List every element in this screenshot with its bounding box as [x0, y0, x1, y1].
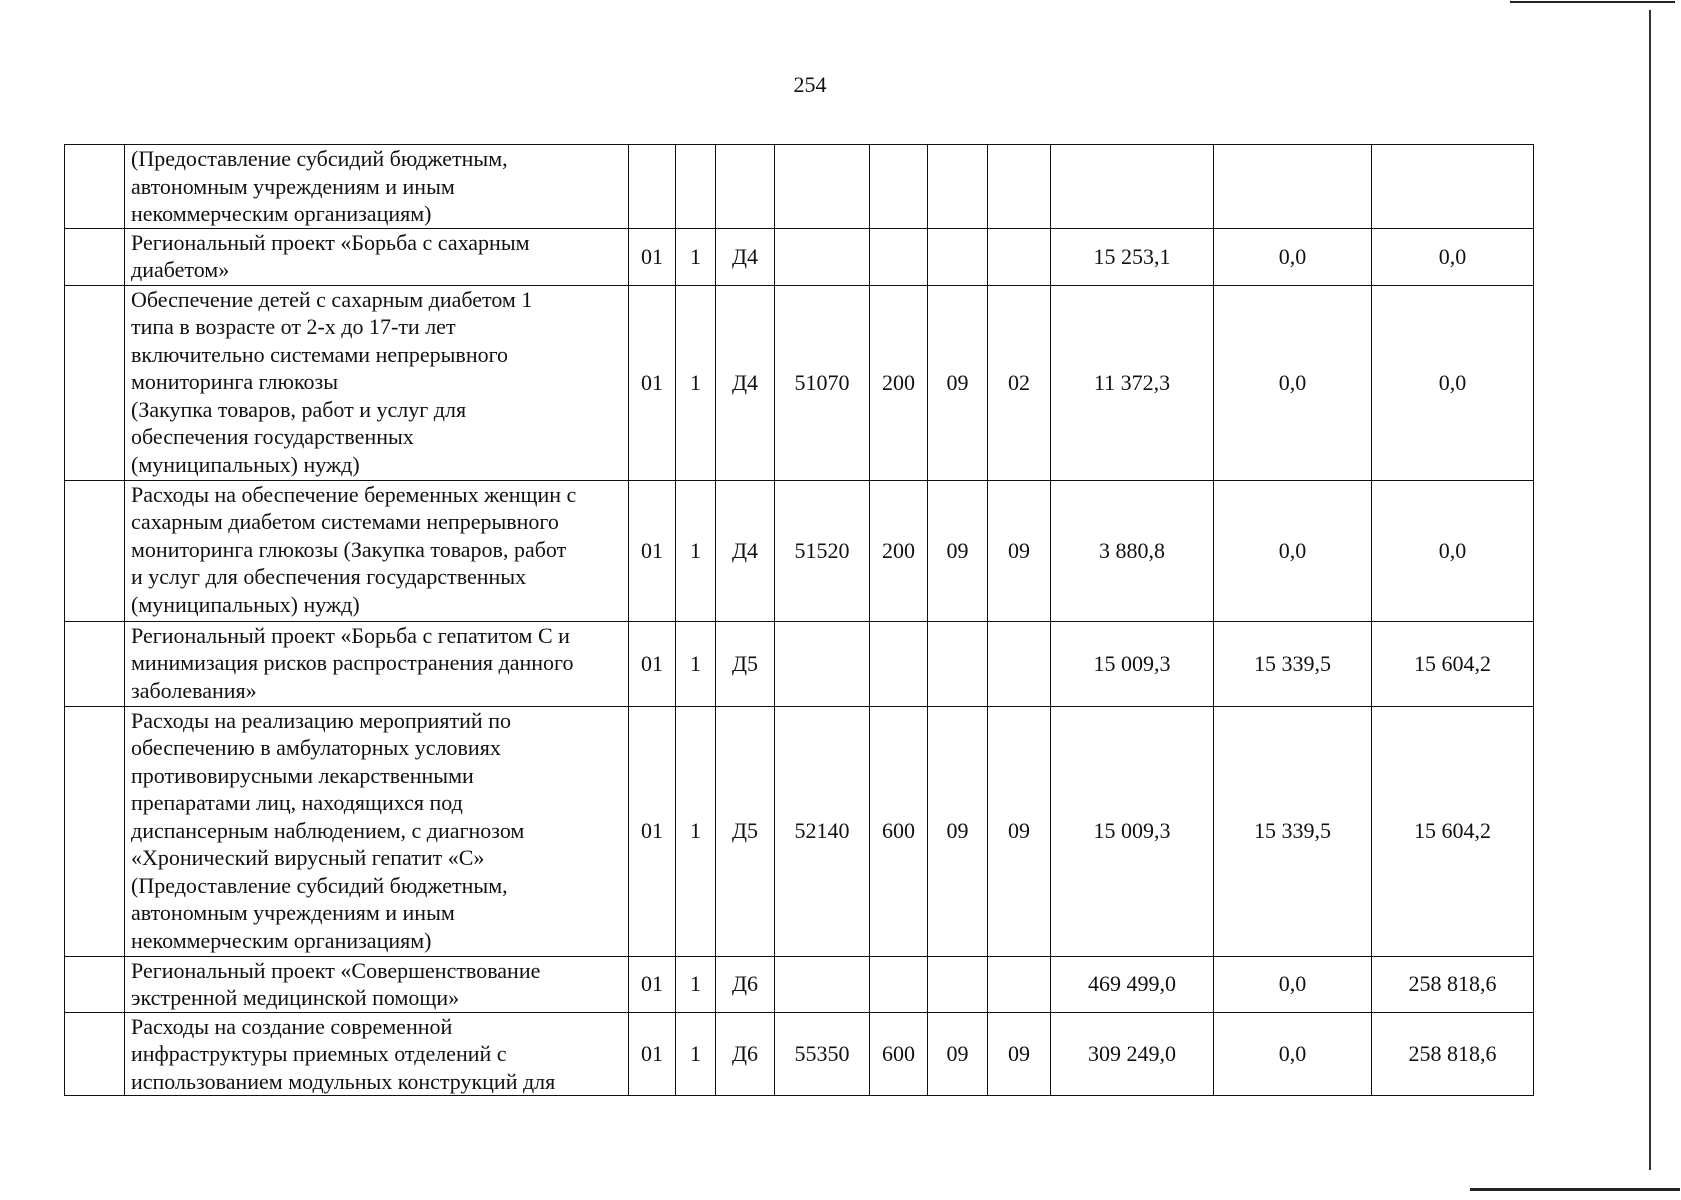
- code-subsection: [988, 228, 1051, 285]
- code-subprogram: 1: [676, 285, 716, 480]
- table-row: [65, 285, 1534, 480]
- table-row: [65, 145, 1534, 229]
- code-program: 01: [629, 1012, 676, 1096]
- code-direction: [775, 228, 870, 285]
- scan-edge-bottom: [1470, 1188, 1680, 1191]
- code-subsection: [988, 621, 1051, 706]
- row-index-cell: [65, 145, 125, 229]
- code-expense-type: [870, 956, 928, 1012]
- code-subsection: [988, 145, 1051, 229]
- row-index-cell: [65, 706, 125, 956]
- code-section: 09: [928, 706, 988, 956]
- row-name: Региональный проект «Совершенствование экстренной медицинской помощи»: [125, 956, 629, 1012]
- table-row: [65, 228, 1534, 285]
- amount-year-2: [1214, 145, 1372, 229]
- code-project: Д5: [716, 621, 775, 706]
- code-section: [928, 145, 988, 229]
- code-subsection: [988, 956, 1051, 1012]
- code-section: 09: [928, 285, 988, 480]
- code-subprogram: 1: [676, 480, 716, 621]
- amount-year-3: 258 818,6: [1372, 956, 1534, 1012]
- row-index-cell: [65, 285, 125, 480]
- table-row: [65, 956, 1534, 1012]
- code-section: 09: [928, 1012, 988, 1096]
- code-expense-type: 600: [870, 706, 928, 956]
- code-section: [928, 228, 988, 285]
- code-project: Д4: [716, 228, 775, 285]
- code-program: 01: [629, 621, 676, 706]
- code-subprogram: 1: [676, 621, 716, 706]
- amount-year-3: 0,0: [1372, 228, 1534, 285]
- row-name: Обеспечение детей с сахарным диабетом 1 типа в возрасте от 2-х до 17-ти лет включительно системами непрерывного мониторинга глюкозы (Закупка товаров, работ и услуг для обеспечения государственных (муниципальных) нужд): [125, 285, 629, 480]
- code-project: Д5: [716, 706, 775, 956]
- code-program: 01: [629, 706, 676, 956]
- amount-year-1: 15 253,1: [1051, 228, 1214, 285]
- code-subprogram: [676, 145, 716, 229]
- code-direction: 51520: [775, 480, 870, 621]
- row-name: Расходы на создание современной инфраструктуры приемных отделений с использованием модульных конструкций для: [125, 1012, 629, 1096]
- amount-year-2: 0,0: [1214, 1012, 1372, 1096]
- amount-year-2: 0,0: [1214, 285, 1372, 480]
- row-name: Расходы на реализацию мероприятий по обеспечению в амбулаторных условиях противовирусными лекарственными препаратами лиц, находящихся под диспансерным наблюдением, с диагнозом «Хронический вирусный гепатит «С» (Предоставление субсидий бюджетным, автономным учреждениям и иным некоммерческим организациям): [125, 706, 629, 956]
- row-index-cell: [65, 480, 125, 621]
- amount-year-1: 309 249,0: [1051, 1012, 1214, 1096]
- code-program: [629, 145, 676, 229]
- amount-year-1: 11 372,3: [1051, 285, 1214, 480]
- amount-year-2: 15 339,5: [1214, 621, 1372, 706]
- amount-year-1: 15 009,3: [1051, 621, 1214, 706]
- amount-year-3: 0,0: [1372, 480, 1534, 621]
- amount-year-3: 15 604,2: [1372, 621, 1534, 706]
- page-number: 254: [793, 72, 827, 97]
- row-name: Расходы на обеспечение беременных женщин с сахарным диабетом системами непрерывного мониторинга глюкозы (Закупка товаров, работ и услуг для обеспечения государственных (муниципальных) нужд): [125, 480, 629, 621]
- code-project: Д4: [716, 285, 775, 480]
- table-row: [65, 706, 1534, 956]
- amount-year-2: 0,0: [1214, 480, 1372, 621]
- row-name: Региональный проект «Борьба с гепатитом С и минимизация рисков распространения данного заболевания»: [125, 621, 629, 706]
- amount-year-1: [1051, 145, 1214, 229]
- code-expense-type: 200: [870, 285, 928, 480]
- scan-edge-right: [1649, 10, 1651, 1170]
- code-project: Д4: [716, 480, 775, 621]
- code-direction: [775, 621, 870, 706]
- row-name: (Предоставление субсидий бюджетным, автономным учреждениям и иным некоммерческим организациям): [125, 145, 629, 229]
- row-index-cell: [65, 621, 125, 706]
- code-project: Д6: [716, 1012, 775, 1096]
- code-expense-type: 200: [870, 480, 928, 621]
- code-expense-type: [870, 228, 928, 285]
- code-expense-type: [870, 145, 928, 229]
- code-section: [928, 621, 988, 706]
- amount-year-3: 15 604,2: [1372, 706, 1534, 956]
- scan-edge-top: [1510, 1, 1675, 3]
- code-program: 01: [629, 228, 676, 285]
- code-subsection: 02: [988, 285, 1051, 480]
- amount-year-1: 469 499,0: [1051, 956, 1214, 1012]
- code-expense-type: 600: [870, 1012, 928, 1096]
- table-row: [65, 480, 1534, 621]
- amount-year-2: 0,0: [1214, 956, 1372, 1012]
- code-subprogram: 1: [676, 1012, 716, 1096]
- budget-table: [64, 144, 1534, 1096]
- code-project: Д6: [716, 956, 775, 1012]
- row-index-cell: [65, 1012, 125, 1096]
- row-index-cell: [65, 228, 125, 285]
- amount-year-1: 15 009,3: [1051, 706, 1214, 956]
- code-direction: [775, 145, 870, 229]
- table-row: [65, 621, 1534, 706]
- code-section: [928, 956, 988, 1012]
- code-program: 01: [629, 956, 676, 1012]
- code-project: [716, 145, 775, 229]
- row-index-cell: [65, 956, 125, 1012]
- code-subprogram: 1: [676, 956, 716, 1012]
- code-expense-type: [870, 621, 928, 706]
- code-subsection: 09: [988, 706, 1051, 956]
- code-subprogram: 1: [676, 228, 716, 285]
- code-section: 09: [928, 480, 988, 621]
- code-subsection: 09: [988, 480, 1051, 621]
- table-row: [65, 1012, 1534, 1096]
- code-direction: 51070: [775, 285, 870, 480]
- code-program: 01: [629, 285, 676, 480]
- amount-year-2: 15 339,5: [1214, 706, 1372, 956]
- code-direction: [775, 956, 870, 1012]
- amount-year-3: 0,0: [1372, 285, 1534, 480]
- code-subsection: 09: [988, 1012, 1051, 1096]
- amount-year-2: 0,0: [1214, 228, 1372, 285]
- amount-year-3: [1372, 145, 1534, 229]
- amount-year-3: 258 818,6: [1372, 1012, 1534, 1096]
- code-program: 01: [629, 480, 676, 621]
- amount-year-1: 3 880,8: [1051, 480, 1214, 621]
- code-direction: 52140: [775, 706, 870, 956]
- row-name: Региональный проект «Борьба с сахарным диабетом»: [125, 228, 629, 285]
- code-direction: 55350: [775, 1012, 870, 1096]
- code-subprogram: 1: [676, 706, 716, 956]
